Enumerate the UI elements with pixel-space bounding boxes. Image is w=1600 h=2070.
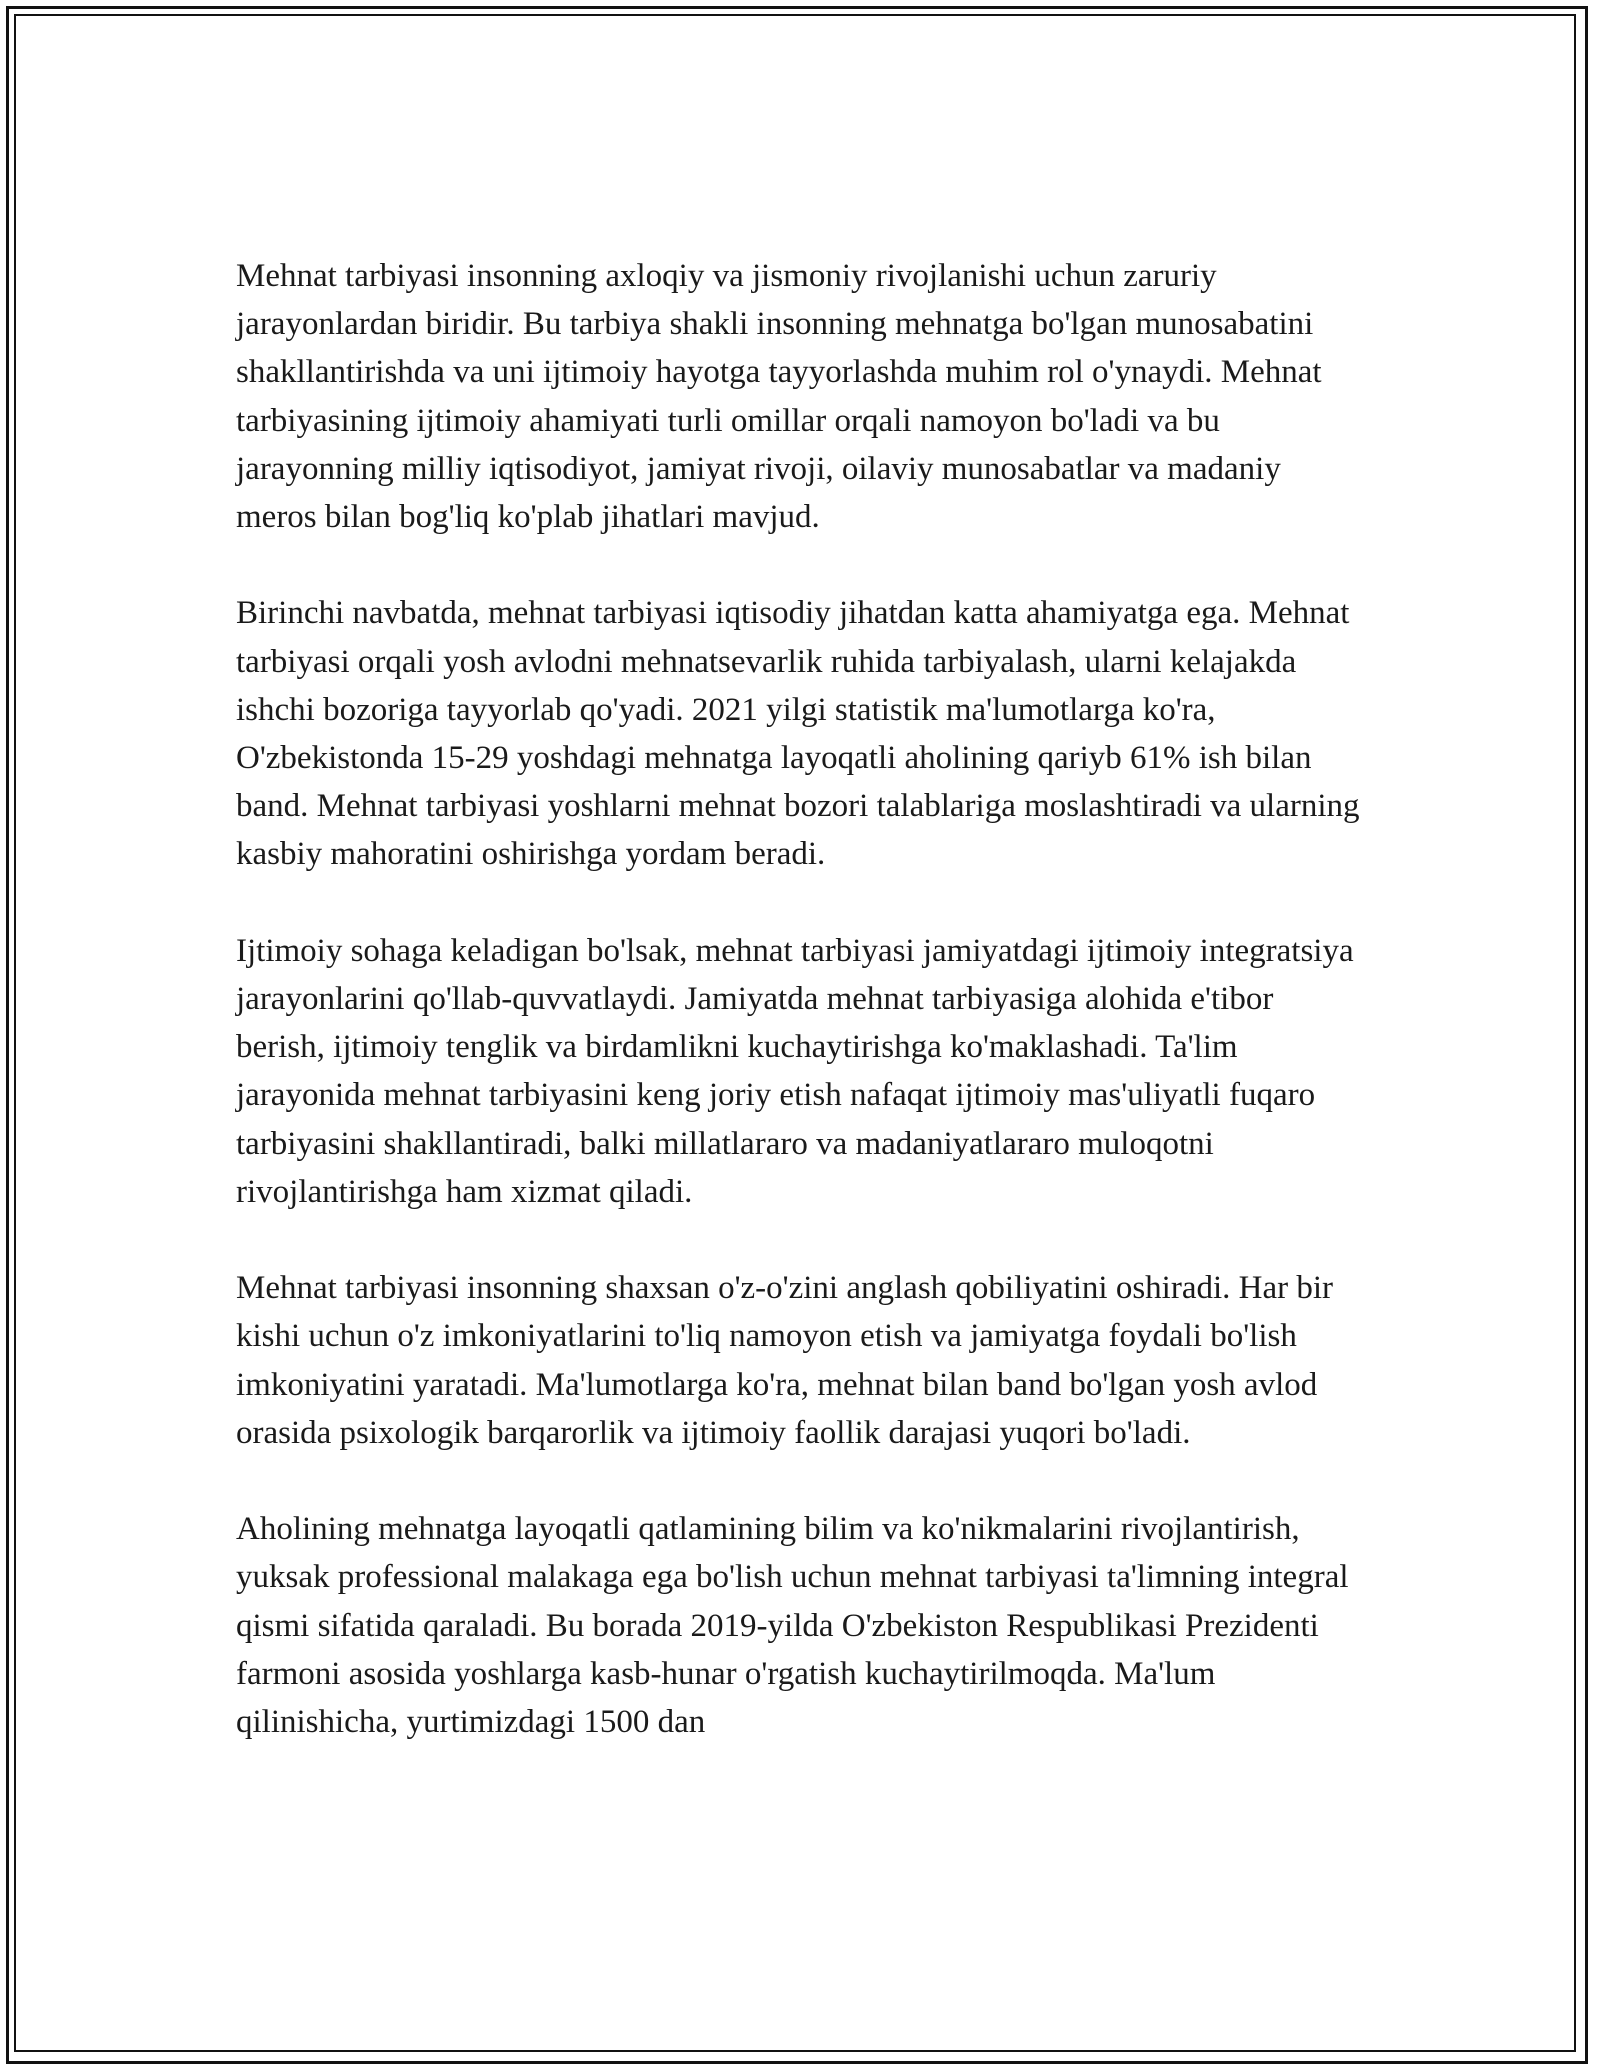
paragraph-5: Aholining mehnatga layoqatli qatlamining bilim va ko'nikmalarini rivojlantirish, yuksak professional malakaga ega bo'lish uchun mehnat tarbiyasi ta'limning integral qismi sifatida qaraladi. Bu borada 2019-yilda O'zbekiston Respublikasi Prezidenti farmoni asosida yoshlarga kasb-hunar o'rgatish kuchaytirilmoqda. Ma'lum qilinishicha, yurtimizdagi 1500 dan [236, 1511, 1349, 1741]
paragraph-3: Ijtimoiy sohaga keladigan bo'lsak, mehnat tarbiyasi jamiyatdagi ijtimoiy integratsiya jarayonlarini qo'llab-quvvatlaydi. Jamiyatda mehnat tarbiyasiga alohida e'tibor berish, ijtimoiy tenglik va birdamlikni kuchaytirishga ko'maklashadi. Ta'lim jarayonida mehnat tarbiyasini keng joriy etish nafaqat ijtimoiy mas'uliyatli fuqaro tarbiyasini shakllantiradi, balki millatlararo va madaniyatlararo muloqotni rivojlantirishga ham xizmat qiladi. [236, 932, 1354, 1210]
paragraph-4: Mehnat tarbiyasi insonning shaxsan o'z-o'zini anglash qobiliyatini oshiradi. Har bir kishi uchun o'z imkoniyatlarini to'liq namoyon etish va jamiyatga foydali bo'lish imkoniyatini yaratadi. Ma'lumotlarga ko'ra, mehnat bilan band bo'lgan yosh avlod orasida psixologik barqarorlik va ijtimoiy faollik darajasi yuqori bo'ladi. [236, 1270, 1334, 1451]
paragraph-2: Birinchi navbatda, mehnat tarbiyasi iqtisodiy jihatdan katta ahamiyatga ega. Mehnat tarbiyasi orqali yosh avlodni mehnatsevarlik ruhida tarbiyalash, ularni kelajakda ishchi bozoriga tayyorlab qo'yadi. 2021 yilgi statistik ma'lumotlarga ko'ra, O'zbekistonda 15-29 yoshdagi mehnatga layoqatli aholining qariyb 61% ish bilan band. Mehnat tarbiyasi yoshlarni mehnat bozori talablariga moslashtiradi va ularning kasbiy mahoratini oshirishga yordam beradi. [236, 595, 1360, 873]
paragraph-1: Mehnat tarbiyasi insonning axloqiy va jismoniy rivojlanishi uchun zaruriy jarayonlardan biridir. Bu tarbiya shakli insonning mehnatga bo'lgan munosabatini shakllantirishda va uni ijtimoiy hayotga tayyorlashda muhim rol o'ynaydi. Mehnat tarbiyasining ijtimoiy ahamiyati turli omillar orqali namoyon bo'ladi va bu jarayonning milliy iqtisodiyot, jamiyat rivoji, oilaviy munosabatlar va madaniy meros bilan bog'liq ko'plab jihatlari mavjud. [236, 258, 1322, 536]
document-body [236, 252, 1366, 1794]
